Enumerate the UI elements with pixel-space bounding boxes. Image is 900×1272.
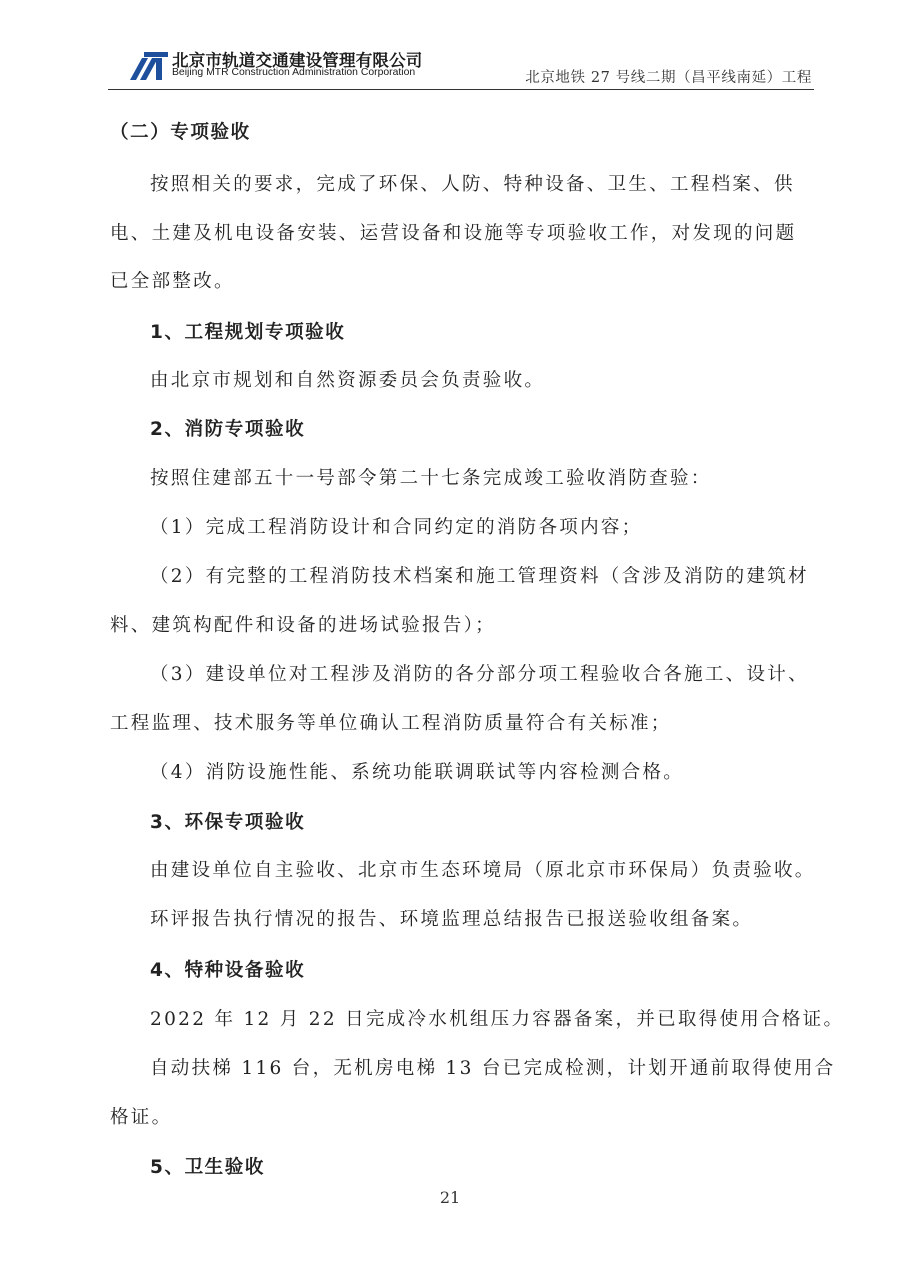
project-name: 北京地铁 27 号线二期（昌平线南延）工程 xyxy=(525,70,812,86)
company-name-cn: 北京市轨道交通建设管理有限公司 xyxy=(172,51,423,70)
subsection-title: 1、工程规划专项验收 xyxy=(150,322,346,343)
paragraph-line: 已全部整改。 xyxy=(110,271,235,292)
paragraph-line: 由建设单位自主验收、北京市生态环境局（原北京市环保局）负责验收。 xyxy=(150,860,816,881)
list-item: （4）消防设施性能、系统功能联调联试等内容检测合格。 xyxy=(150,762,685,783)
header-divider xyxy=(108,89,814,90)
paragraph-line: 格证。 xyxy=(110,1107,173,1128)
subsection-title: 2、消防专项验收 xyxy=(150,419,306,440)
company-name-en: Beijing MTR Construction Administration Corporation xyxy=(172,67,416,78)
list-item-continuation: 工程监理、技术服务等单位确认工程消防质量符合有关标准； xyxy=(110,713,672,734)
subsection-title: 3、环保专项验收 xyxy=(150,812,306,833)
list-item: （3）建设单位对工程涉及消防的各分部分项工程验收合各施工、设计、 xyxy=(150,664,809,685)
list-item: （2）有完整的工程消防技术档案和施工管理资料（含涉及消防的建筑材 xyxy=(150,566,809,587)
list-item: （1）完成工程消防设计和合同约定的消防各项内容； xyxy=(150,517,643,538)
section-title: （二）专项验收 xyxy=(110,122,251,143)
paragraph-line: 环评报告执行情况的报告、环境监理总结报告已报送验收组备案。 xyxy=(150,909,754,930)
paragraph-line: 按照相关的要求，完成了环保、人防、特种设备、卫生、工程档案、供 xyxy=(150,174,795,195)
paragraph-line: 电、土建及机电设备安装、运营设备和设施等专项验收工作，对发现的问题 xyxy=(110,223,797,244)
paragraph-line: 自动扶梯 116 台，无机房电梯 13 台已完成检测，计划开通前取得使用合 xyxy=(150,1058,836,1079)
subsection-title: 5、卫生验收 xyxy=(150,1157,265,1178)
paragraph-line: 2022 年 12 月 22 日完成冷水机组压力容器备案，并已取得使用合格证。 xyxy=(150,1009,845,1030)
subsection-title: 4、特种设备验收 xyxy=(150,960,306,981)
company-logo-icon xyxy=(130,52,168,80)
paragraph-line: 由北京市规划和自然资源委员会负责验收。 xyxy=(150,370,546,391)
list-item-continuation: 料、建筑构配件和设备的进场试验报告）； xyxy=(110,615,496,636)
page-header xyxy=(108,44,814,90)
page-number: 21 xyxy=(439,1188,461,1207)
paragraph-line: 按照住建部五十一号部令第二十七条完成竣工验收消防查验： xyxy=(150,468,712,489)
